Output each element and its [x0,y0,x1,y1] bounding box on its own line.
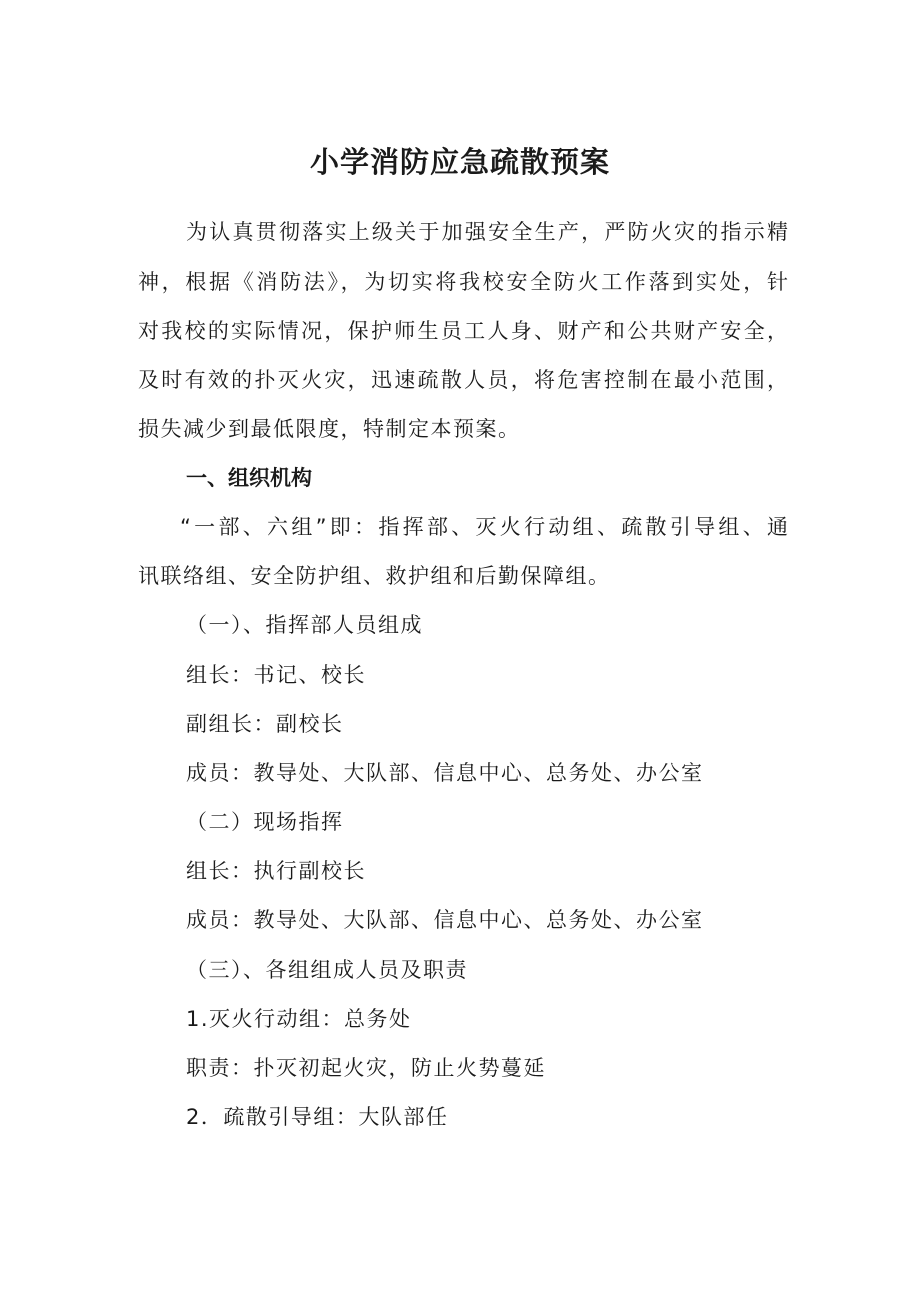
intro-line: 对我校的实际情况，保护师生员工人身、财产和公共财产安全， [138,319,788,343]
subsection-heading: （三）、各组组成人员及职责 [186,958,468,982]
section-line: “一部、六组”即：指挥部、灭火行动组、疏散引导组、通 [180,515,788,539]
list-item: 组长：书记、校长 [186,663,366,687]
subsection-heading: （二）现场指挥 [186,810,344,834]
list-item: 1.灭火行动组：总务处 [186,1007,412,1031]
list-item: 2．疏散引导组：大队部任 [186,1105,449,1129]
intro-line: 及时有效的扑灭火灾，迅速疏散人员，将危害控制在最小范围， [138,368,788,392]
list-item: 副组长：副校长 [186,712,344,736]
subsection-heading: （一）、指挥部人员组成 [186,613,423,637]
section-heading: 一、组织机构 [186,466,312,490]
document-title: 小学消防应急疏散预案 [309,145,610,179]
intro-line: 损失减少到最低限度，特制定本预案。 [138,417,521,441]
intro-line: 为认真贯彻落实上级关于加强安全生产，严防火灾的指示精 [186,220,788,244]
list-item: 组长：执行副校长 [186,859,366,883]
list-item: 职责：扑灭初起火灾，防止火势蔓延 [186,1056,546,1080]
intro-line: 神，根据《消防法》，为切实将我校安全防火工作落到实处，针 [138,270,788,294]
section-line: 讯联络组、安全防护组、救护组和后勤保障组。 [138,564,611,588]
list-item: 成员：教导处、大队部、信息中心、总务处、办公室 [186,761,704,785]
list-item: 成员：教导处、大队部、信息中心、总务处、办公室 [186,908,704,932]
